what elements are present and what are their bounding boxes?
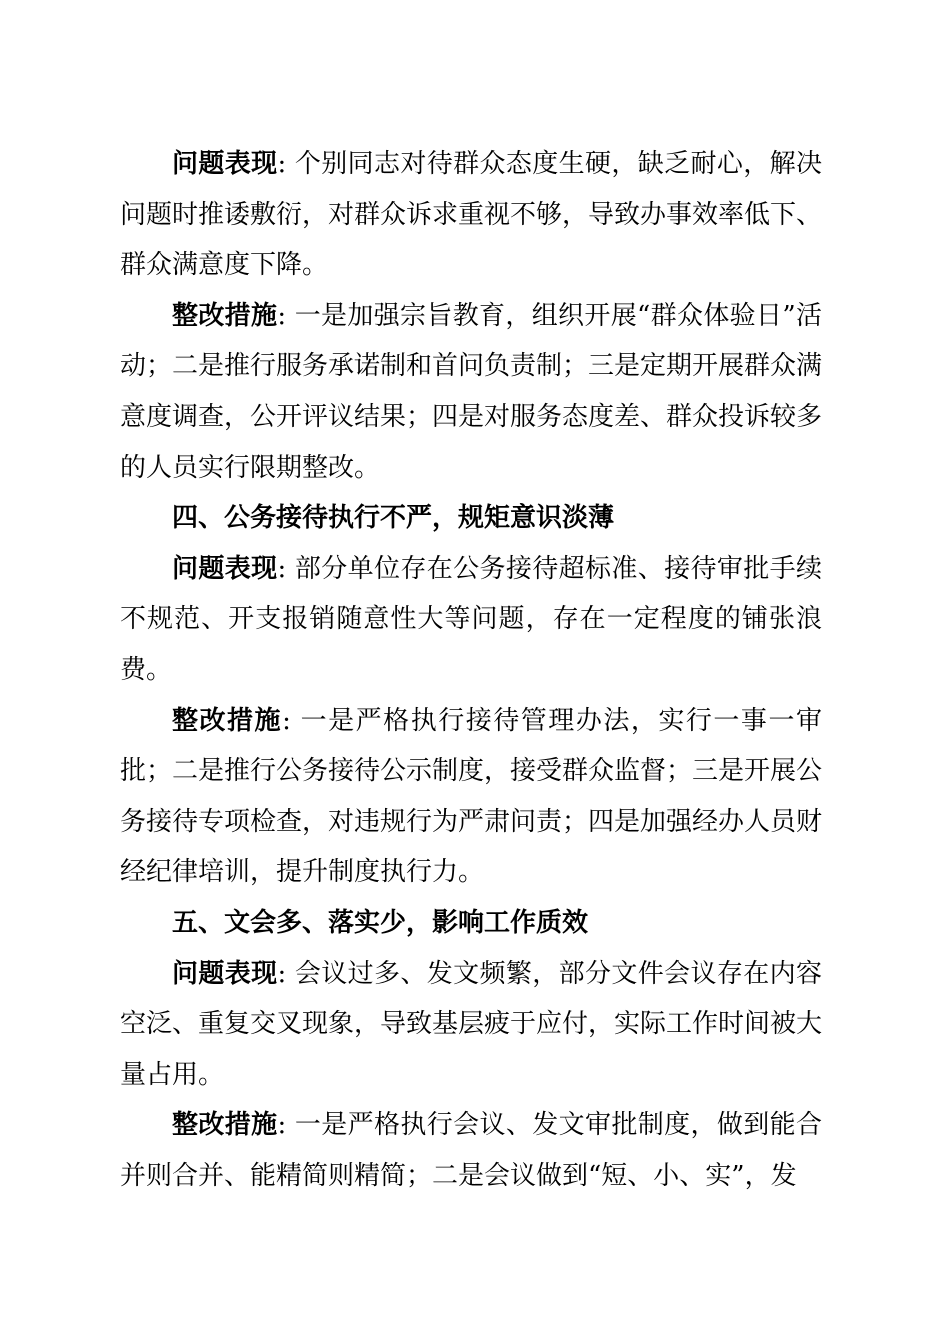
label-separator: : bbox=[277, 300, 295, 331]
paragraph-label: 问题表现 bbox=[172, 553, 278, 584]
paragraph-label: 整改措施 bbox=[172, 705, 283, 736]
label-separator: : bbox=[277, 149, 295, 179]
paragraph-text: 会议过多、发文频繁，部分文件会议存在内容空泛、重复交叉现象，导致基层疲于应付，实际工作时间被大量占用。 bbox=[120, 958, 823, 1090]
section-heading-four: 四、公务接待执行不严，规矩意识淡薄 bbox=[172, 503, 615, 534]
paragraph-text: 一是加强宗旨教育，组织开展“群众体验日”活动；二是推行服务承诺制和首问负责制；三是定期开展群众满意度调查，公开评议结果；四是对服务态度差、群众投诉较多的人员实行限期整改。 bbox=[120, 300, 823, 483]
label-separator: : bbox=[282, 705, 301, 736]
document-body bbox=[120, 139, 822, 1201]
paragraph-text: 部分单位存在公务接待超标准、接待审批手续不规范、开支报销随意性大等问题，存在一定程度的铺张浪费。 bbox=[120, 553, 822, 685]
paragraph-label: 问题表现 bbox=[172, 958, 278, 989]
paragraph-problem-manifestation bbox=[120, 544, 822, 696]
label-separator: : bbox=[277, 1110, 295, 1141]
paragraph-text: 一是严格执行接待管理办法，实行一事一审批；二是推行公务接待公示制度，接受群众监督；三是开展公务接待专项检查，对违规行为严肃问责；四是加强经办人员财经纪律培训，提升制度执行力。 bbox=[120, 705, 823, 888]
paragraph-label: 整改措施 bbox=[172, 1110, 278, 1141]
label-separator: : bbox=[277, 553, 295, 584]
paragraph-label: 问题表现 bbox=[172, 149, 278, 179]
paragraph-problem-manifestation bbox=[120, 139, 822, 291]
paragraph-problem-manifestation bbox=[120, 949, 822, 1101]
label-separator: : bbox=[277, 958, 295, 989]
paragraph-rectification-measures bbox=[120, 291, 822, 493]
paragraph-text: 个别同志对待群众态度生硬，缺乏耐心，解决问题时推诿敷衍，对群众诉求重视不够，导致办事效率低下、群众满意度下降。 bbox=[120, 149, 823, 281]
section-heading-five: 五、文会多、落实少，影响工作质效 bbox=[172, 907, 589, 938]
paragraph-rectification-measures bbox=[120, 696, 822, 898]
paragraph-text: 一是严格执行会议、发文审批制度，做到能合并则合并、能精简则精简；二是会议做到“短、小、实”，发 bbox=[120, 1110, 822, 1191]
paragraph-label: 整改措施 bbox=[172, 300, 278, 331]
paragraph-rectification-measures bbox=[120, 1100, 822, 1201]
